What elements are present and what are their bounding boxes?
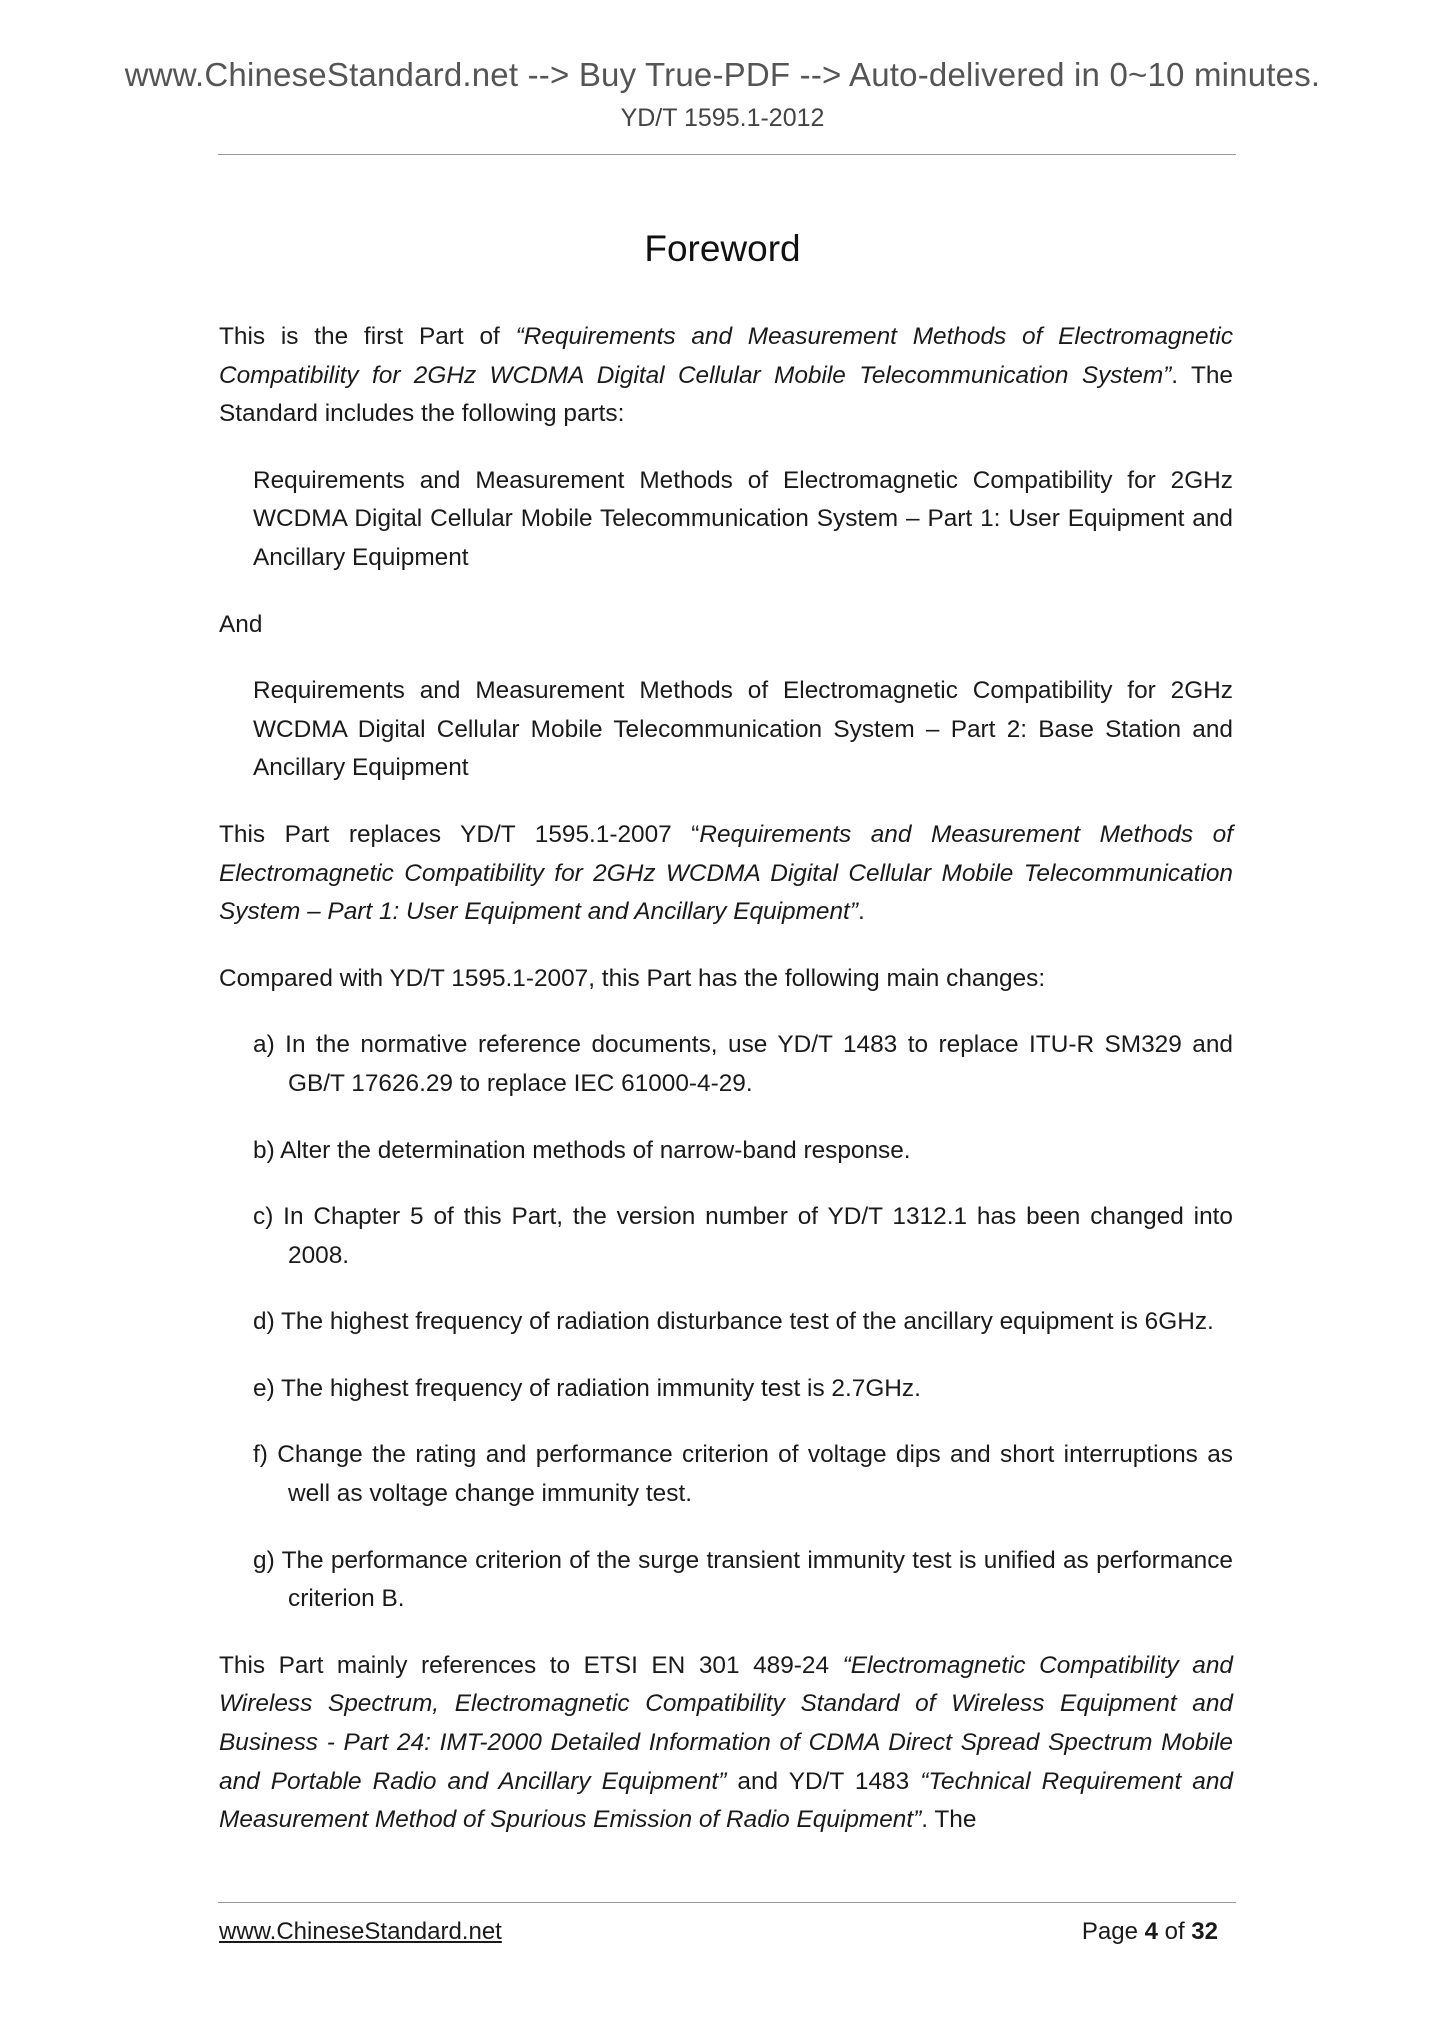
page-number: Page 4 of 32 [1081,1918,1218,1945]
change-item-d: d) The highest frequency of radiation disturbance test of the ancillary equipment is 6GHz. [253,1308,1214,1336]
footer-rule [218,1902,1236,1903]
header-banner: www.ChineseStandard.net --> Buy True-PDF --> Auto-delivered in 0~10 minutes. [124,56,1321,93]
change-item-f: f) Change the rating and performance criterion of voltage dips and short interruptions as well as voltage change immunity test. [253,1441,1233,1508]
intro-paragraph: This is the first Part of “Requirements and Measurement Methods of Electromagnetic Compatibility for 2GHz WCDMA Digital Cellular Mobile Telecommunication System”. The Standard includes the following parts: [219,323,1234,428]
document-id: YD/T 1595.1-2012 [620,104,825,132]
part-1-title: Requirements and Measurement Methods of Electromagnetic Compatibility for 2GHz WCDMA Digital Cellular Mobile Telecommunication System – Part 1: User Equipment and Ancillary Equipment [253,466,1233,571]
changes-intro: Compared with YD/T 1595.1-2007, this Part has the following main changes: [219,964,1046,992]
footer-website-link[interactable]: www.ChineseStandard.net [219,1918,502,1945]
references-paragraph: This Part mainly references to ETSI EN 301 489-24 “Electromagnetic Compatibility and Wireless Spectrum, Electromagnetic Compatibility Standard of Wireless Equipment and Business - Part 24: IMT-2000 Detailed Information of CDMA Direct Spread Spectrum Mobile and Portable Radio and Ancillary Equipment” and YD/T 1483 “Technical Requirement and Measurement Method of Spurious Emission of Radio Equipment”. The [219,1651,1233,1834]
change-item-c: c) In Chapter 5 of this Part, the version number of YD/T 1312.1 has been changed into 2008. [253,1203,1233,1269]
change-item-a: a) In the normative reference documents, use YD/T 1483 to replace ITU-R SM329 and GB/T 17626.29 to replace IEC 61000-4-29. [253,1031,1233,1097]
change-item-g: g) The performance criterion of the surge transient immunity test is unified as performance criterion B. [253,1546,1233,1613]
and-connector: And [219,610,263,638]
foreword-body [219,318,1233,1868]
change-item-b: b) Alter the determination methods of narrow-band response. [253,1136,911,1164]
part-2-title: Requirements and Measurement Methods of Electromagnetic Compatibility for 2GHz WCDMA Digital Cellular Mobile Telecommunication System – Part 2: Base Station and Ancillary Equipment [253,677,1233,782]
page-title: Foreword [644,228,801,269]
replaces-paragraph: This Part replaces YD/T 1595.1-2007 “Requirements and Measurement Methods of Electromagnetic Compatibility for 2GHz WCDMA Digital Cellular Mobile Telecommunication System – Part 1: User Equipment and Ancillary Equipment”. [219,820,1233,926]
header-rule [218,154,1236,155]
change-item-e: e) The highest frequency of radiation immunity test is 2.7GHz. [253,1374,921,1402]
